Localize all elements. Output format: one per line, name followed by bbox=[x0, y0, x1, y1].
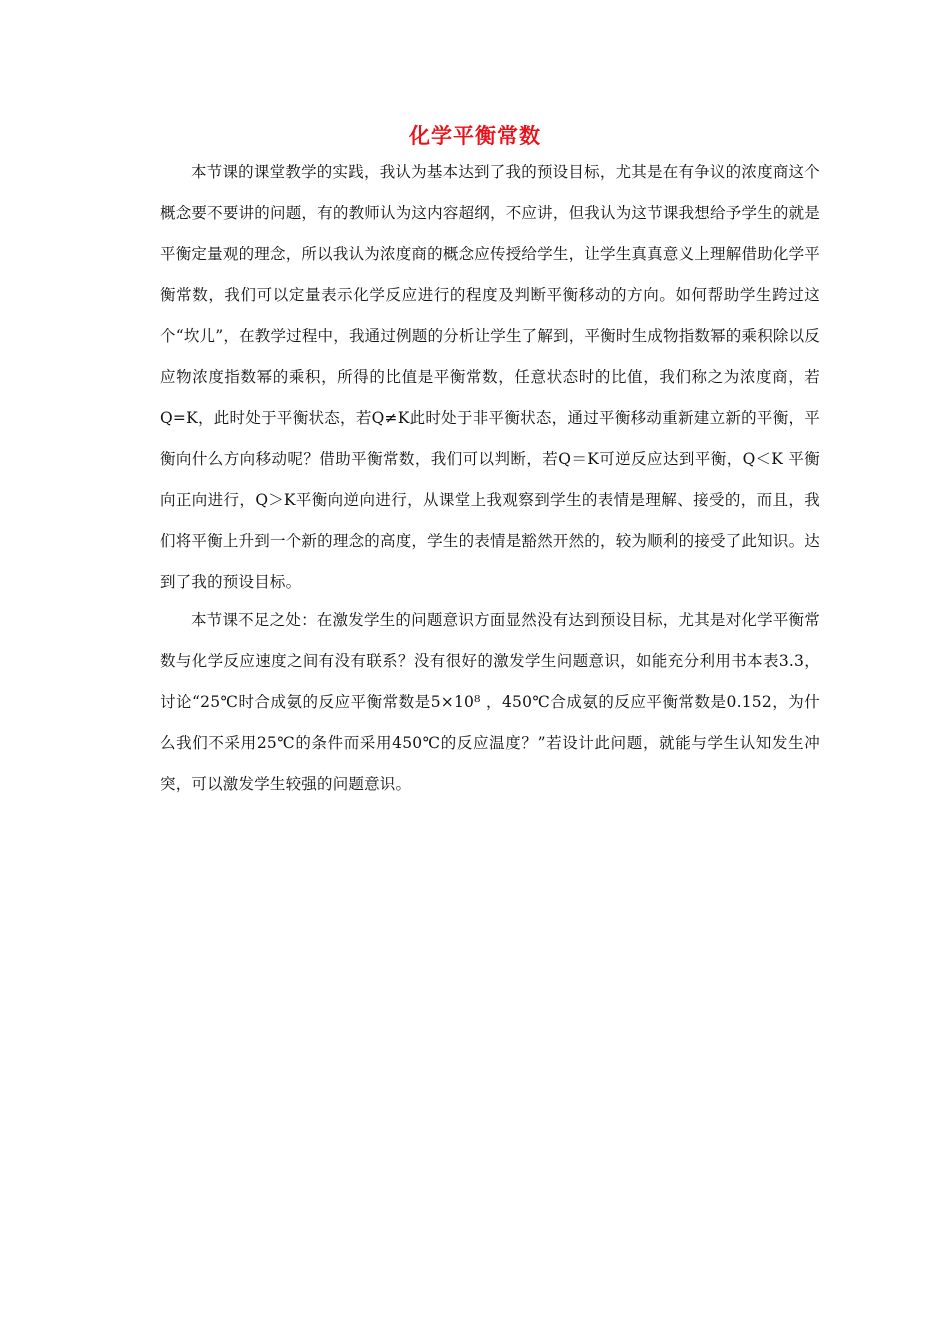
document-title: 化学平衡常数 bbox=[409, 123, 541, 148]
paragraph-1: 本节课的课堂教学的实践，我认为基本达到了我的预设目标，尤其是在有争议的浓度商这个概念要不要讲的问题，有的教师认为这内容超纲，不应讲，但我认为这节课我想给予学生的就是平衡定量观的理念，所以我认为浓度商的概念应传授给学生，让学生真真意义上理解借助化学平衡常数，我们可以定量表示化学反应进行的程度及判断平衡移动的方向。如何帮助学生跨过这个“坎儿”，在教学过程中，我通过例题的分析让学生了解到，平衡时生成物指数幂的乘积除以反应物浓度指数幂的乘积，所得的比值是平衡常数，任意状态时的比值，我们称之为浓度商，若Q=K，此时处于平衡状态，若Q≠K此时处于非平衡状态，通过平衡移动重新建立新的平衡，平衡向什么方向移动呢？借助平衡常数，我们可以判断，若Q＝K可逆反应达到平衡，Q＜K 平衡向正向进行，Q＞K平衡向逆向进行，从课堂上我观察到学生的表情是理解、接受的，而且，我们将平衡上升到一个新的理念的高度，学生的表情是豁然开然的，较为顺利的接受了此知识。达到了我的预设目标。 bbox=[160, 163, 820, 591]
paragraph-2: 本节课不足之处：在激发学生的问题意识方面显然没有达到预设目标，尤其是对化学平衡常数与化学反应速度之间有没有联系？没有很好的激发学生问题意识，如能充分利用书本表3.3，讨论“25℃时合成氨的反应平衡常数是5×10⁸ ，450℃合成氨的反应平衡常数是0.152，为什么我们不采用25℃的条件而采用450℃的反应温度？”若设计此问题，就能与学生认知发生冲突，可以激发学生较强的问题意识。 bbox=[160, 611, 820, 793]
